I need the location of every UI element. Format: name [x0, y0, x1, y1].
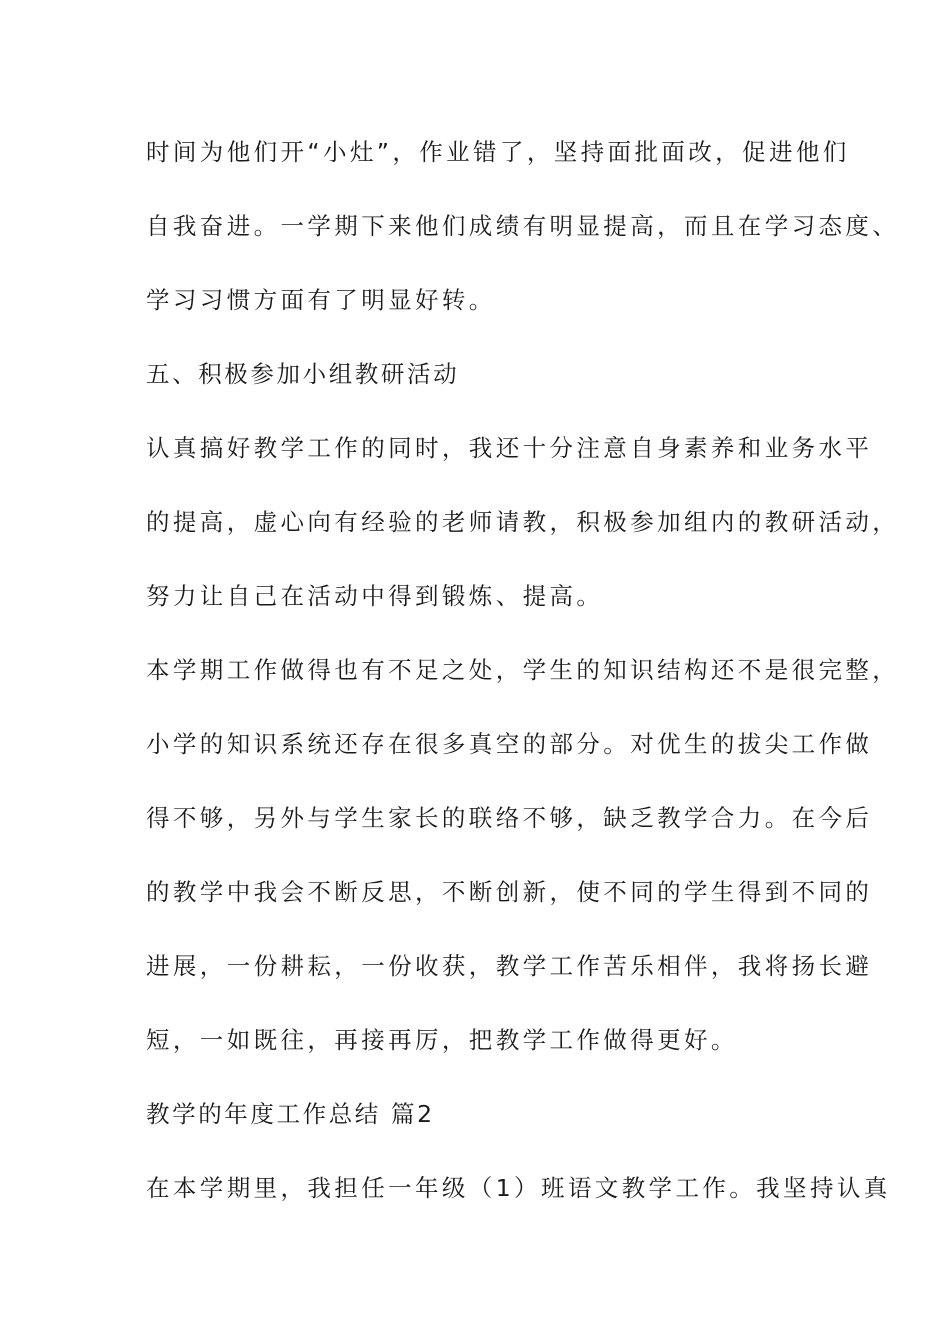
- paragraph-line: 在本学期里，我担任一年级（1）班语文教学工作。我坚持认真: [146, 1174, 891, 1202]
- paragraph-line: 自我奋进。一学期下来他们成绩有明显提高，而且在学习态度、: [146, 212, 900, 240]
- paragraph-line: 短，一如既往，再接再厉，把教学工作做得更好。: [146, 1026, 738, 1054]
- paragraph-line: 的教学中我会不断反思，不断创新，使不同的学生得到不同的: [146, 878, 873, 906]
- paragraph-line: 小学的知识系统还存在很多真空的部分。对优生的拔尖工作做: [146, 730, 873, 758]
- paragraph-line: 学习习惯方面有了明显好转。: [146, 286, 496, 314]
- paragraph-line: 认真搞好教学工作的同时，我还十分注意自身素养和业务水平: [146, 434, 873, 462]
- paragraph-line: 得不够，另外与学生家长的联络不够，缺乏教学合力。在今后: [146, 804, 873, 832]
- paragraph-line: 本学期工作做得也有不足之处，学生的知识结构还不是很完整，: [146, 656, 900, 684]
- paragraph-line: 努力让自己在活动中得到锻炼、提高。: [146, 582, 604, 610]
- section-heading: 五、积极参加小组教研活动: [146, 360, 460, 388]
- paragraph-line: 的提高，虚心向有经验的老师请教，积极参加组内的教研活动，: [146, 508, 900, 536]
- paragraph-line: 时间为他们开“小灶”，作业错了，坚持面批面改，促进他们: [146, 138, 850, 166]
- article-title: 教学的年度工作总结 篇2: [146, 1100, 435, 1128]
- paragraph-line: 进展，一份耕耘，一份收获，教学工作苦乐相伴，我将扬长避: [146, 952, 873, 980]
